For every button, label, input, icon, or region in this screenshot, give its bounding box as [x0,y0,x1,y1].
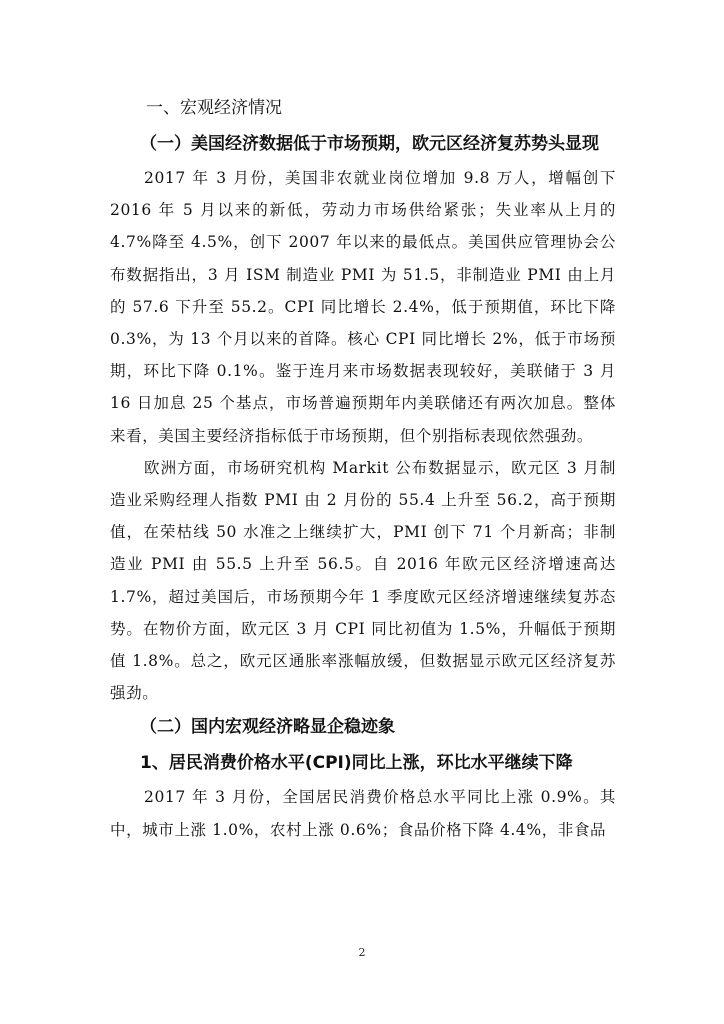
subsection-heading-domestic: （二）国内宏观经济略显企稳迹象 [140,717,395,738]
paragraph-us-economy: 2017 年 3 月份，美国非农就业岗位增加 9.8 万人，增幅创下 2016 年 5 月以来的新低，劳动力市场供给紧张；失业率从上月的 4.7%降至 4.5%，创下 2007 年以来的最低点。美国供应管理协会公布数据指出，3 月 ISM 制造业 PMI 为 51.5，非制造业 PMI 由上月的 57.6 下升至 55.2。CPI 同比增长 2.4%，低于预期值，环比下降 0.3%，为 13 个月以来的首降。核心 CPI 同比增长 2%，低于市场预期，环比下降 0.1%。鉴于连月来市场数据表现较好，美联储于 3 月 16 日加息 25 个基点，市场普遍预期年内美联储还有两次加息。整体来看，美国主要经济指标低于市场预期，但个别指标表现依然强劲。 [110,169,616,445]
document-body [110,90,616,846]
page-number: 2 [358,946,366,959]
section-heading: 一、宏观经济情况 [146,98,282,118]
subsection-heading-us-eu: （一）美国经济数据低于市场预期，欧元区经济复苏势头显现 [140,134,599,154]
item-heading-cpi: 1、居民消费价格水平(CPI)同比上涨，环比水平继续下降 [140,753,573,774]
paragraph-eu-economy: 欧洲方面，市场研究机构 Markit 公布数据显示，欧元区 3 月制造业采购经理人指数 PMI 由 2 月份的 55.4 上升至 56.2，高于预期值，在荣枯线 50 水准之上继续扩大，PMI 创下 71 个月新高；非制造业 PMI 由 55.5 上升至 56.5。自 2016 年欧元区经济增速高达 1.7%，超过美国后，市场预期今年 1 季度欧元区经济增速继续复苏态势。在物价方面，欧元区 3 月 CPI 同比初值为 1.5%，升幅低于预期值 1.8%。总之，欧元区通胀率涨幅放缓，但数据显示欧元区经济复苏强劲。 [110,458,616,703]
paragraph-cpi: 2017 年 3 月份，全国居民消费价格总水平同比上涨 0.9%。其中，城市上涨 1.0%，农村上涨 0.6%；食品价格下降 4.4%，非食品 [110,788,616,839]
